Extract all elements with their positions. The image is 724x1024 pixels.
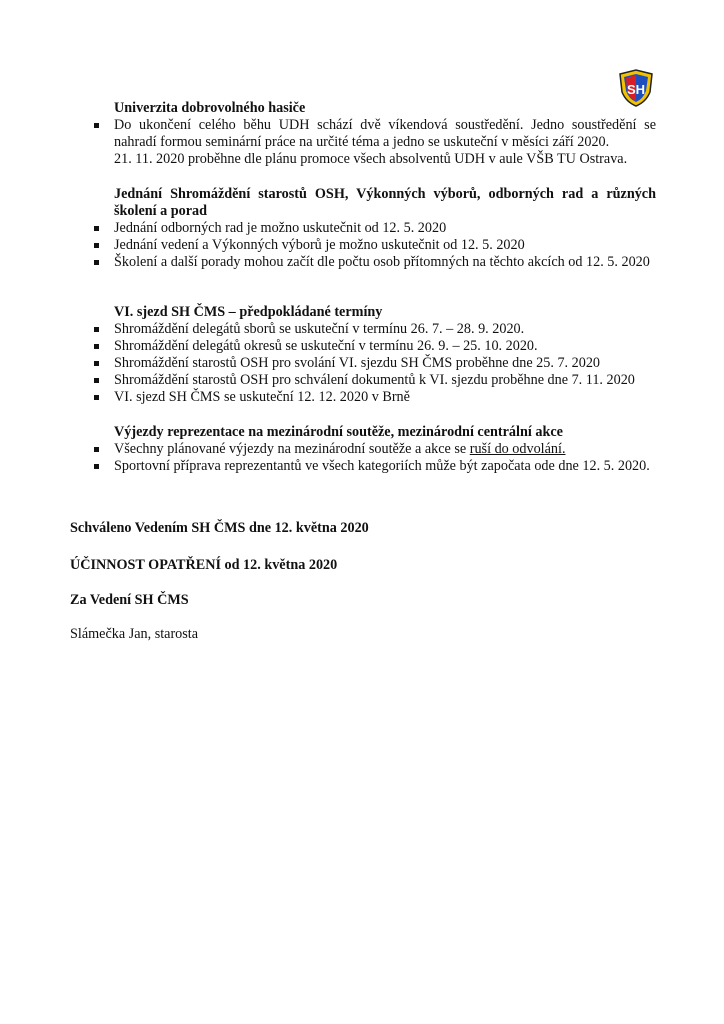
- section-international: [92, 424, 656, 475]
- list-item-text: Všechny plánované výjezdy na mezinárodní soutěže a akce se: [114, 441, 470, 457]
- on-behalf-line: Za Vedení SH ČMS: [70, 592, 189, 608]
- bullet-list: [92, 117, 656, 168]
- effective-date-statement: ÚČINNOST OPATŘENÍ od 12. května 2020: [70, 557, 338, 573]
- section-title: Výjezdy reprezentace na mezinárodní soutěže, mezinárodní centrální akce: [114, 424, 563, 440]
- list-item: Jednání vedení a Výkonných výborů je možno uskutečnit od 12. 5. 2020: [92, 237, 656, 254]
- list-item: Shromáždění delegátů okresů se uskuteční v termínu 26. 9. – 25. 10. 2020.: [92, 338, 656, 355]
- list-item-text: Do ukončení celého běhu UDH schází dvě víkendová soustředění. Jedno soustředění se nahradí formou seminární práce na určité téma a jedno se uskuteční v měsíci září 2020.: [114, 117, 656, 150]
- section-title: VI. sjezd SH ČMS – předpokládané termíny: [114, 304, 383, 320]
- bullet-list: [92, 220, 656, 271]
- list-item: [92, 117, 656, 168]
- section-title: Univerzita dobrovolného hasiče: [114, 100, 306, 116]
- bullet-list: [92, 321, 656, 406]
- list-item: Shromáždění starostů OSH pro svolání VI. sjezdu SH ČMS proběhne dne 25. 7. 2020: [92, 355, 656, 372]
- list-item: VI. sjezd SH ČMS se uskuteční 12. 12. 2020 v Brně: [92, 389, 656, 406]
- signature-line: Slámečka Jan, starosta: [70, 626, 199, 642]
- list-item: [92, 441, 656, 458]
- logo-lettering: SH: [626, 82, 646, 97]
- list-item: Školení a další porady mohou začít dle počtu osob přítomných na těchto akcích od 12. 5. 2020: [92, 254, 656, 271]
- list-item: Shromáždění starostů OSH pro schválení dokumentů k VI. sjezdu proběhne dne 7. 11. 2020: [92, 372, 656, 389]
- section-title: Jednání Shromáždění starostů OSH, Výkonných výborů, odborných rad a různých školení a porad: [114, 186, 656, 219]
- section-congress: [92, 304, 656, 406]
- bullet-list: [92, 441, 656, 475]
- list-item-text-continuation: 21. 11. 2020 proběhne dle plánu promoce všech absolventů UDH v aule VŠB TU Ostrava.: [114, 151, 628, 167]
- section-meetings: [92, 186, 656, 271]
- list-item: Sportovní příprava reprezentantů ve všech kategoriích může být započata ode dne 12. 5. 2020.: [92, 458, 656, 475]
- underlined-text: ruší do odvolání.: [469, 441, 566, 457]
- list-item: Shromáždění delegátů sborů se uskuteční v termínu 26. 7. – 28. 9. 2020.: [92, 321, 656, 338]
- list-item: Jednání odborných rad je možno uskutečnit od 12. 5. 2020: [92, 220, 656, 237]
- section-udh: [92, 100, 656, 168]
- approval-statement: Schváleno Vedením SH ČMS dne 12. května 2020: [70, 520, 369, 536]
